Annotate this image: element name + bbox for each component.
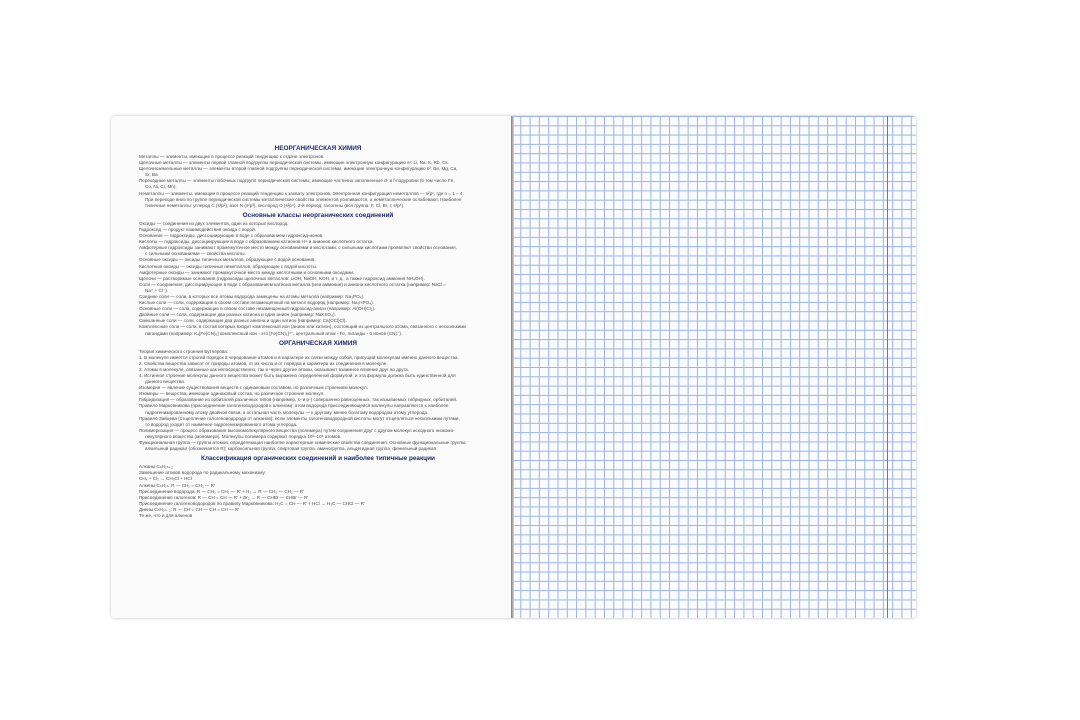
section-inorganic [139,154,497,209]
text-line: Изомерия — явление существования веществ с одинаковым составом, но различным строением молекул. [139,385,368,391]
right-page-grid [511,116,916,618]
text-line: лекулярного вещества (мономера). Молекулы полимера содержат порядка 10³–10⁶ атомов. [145,433,342,439]
text-line: Амфотерные оксиды — занимают промежуточное место между кислотными и основными оксидами. [139,269,355,275]
text-line: Присоединение галогеноводородов по правилу Марковникова: H₂C = CH — R' + HCl → H₃C — CHCl — R' [139,500,365,506]
text-line: Полимеризация — процесс образования высокомолекулярного вещества (полимера) путем соединения друг с другом молекул исходного низкомо- [139,427,455,433]
text-line: Смешанные соли — соли, содержащие два разных аниона и один катион (например: Ca(OCl)Cl). [139,318,347,324]
text-line: Изомеры — вещества, имеющие одинаковый состав, но различное строение молекул. [139,391,325,397]
text-line: Неметаллы — элементы, имеющие в процессе реакций тенденцию к захвату электронов. Электронная конфигурация неметаллов — s²pⁿ, где n = 1 – 4. [139,190,464,196]
text-line: с сильными основаниями — свойства кислоты. [145,251,246,257]
text-line: 3. Атомы в молекуле, связанные как непосредственно, так и через другие атомы, оказывают взаимное влияние друг на друга. [139,366,409,372]
text-line: Диены CₙH₂ₙ₋₂: R — CH = CH — CH = CH — R' [139,506,240,512]
text-line: алкильный радикал (обозначается R); карбоксильная группа, спиртовая группа, аминогруппа, альдегидная группа, фенильный радикал. [145,446,438,452]
text-line: Кислотные оксиды — оксиды типичных неметаллов, образующие с водой кислоты. [139,263,318,269]
text-line: При переходе вниз по группе периодической системы металлические свойства элементов усиливаются, а неметаллические ослабевают. Наиболее [145,196,462,202]
text-line: Щелочи — растворимые основания (гидроксиды щелочных металлов: LiOH, NaOH, KOH, и т. д., а также гидроксид аммония NH₄OH). [139,275,425,281]
heading-inorganic-classes: Основные классы неорганических соединений [242,211,394,219]
text-line: Алканы CₙH₂ₙ₊₂ [139,464,173,470]
text-line: Средние соли — соли, в которых все атомы водорода замещены на атомы металла (например: Na₃PO₄). [139,293,365,299]
text-line: Функциональная группа — группа атомов, определяющая наиболее характерные химические свойства соединения. Основные функциональные группы: [139,440,467,446]
text-line: то водород уходит от наименее гидрогенизированного атома углерода. [145,421,298,427]
text-line: Присоединение галогенов: R — CH = CH — R' + Br₂ → R — CHBr — CHBr — R' [139,494,309,500]
text-line: гидрогенизированному атому двойной связи, а остальная часть молекулы — к другому, менее богатому водородом атому углерода. [145,409,429,415]
reference-text [139,142,497,519]
text-line: Щелочные металлы — элементы первой главной подгруппы периодической системы, имеющие электронную конфигурацию s¹: Li, Na, K, Rb, Cs. [139,160,449,166]
text-line: 1. В молекуле имеется строгий порядок в чередовании атомов и в характере их связи между собой, присущий молекулам именно данного вещества. [139,354,459,360]
text-line: Оксиды — соединения из двух элементов, один из которых кислород. [139,220,289,226]
text-line: Кислоты — гидроксиды, диссоциирующие в воде с образованием катионов H+ и анионов кислотного остатка. [139,239,374,245]
heading-organic-chemistry: ОРГАНИЧЕСКАЯ ХИМИЯ [279,339,357,347]
text-line: Основные оксиды — оксиды типичных металлов, образующие с водой основания. [139,257,316,263]
text-line: 2. Свойства вещества зависят от природы атомов, от их числа и от порядка и характера их соединения в молекуле. [139,360,388,366]
text-line: Металлы — элементы, имеющие в процессе реакций тенденцию к отдаче электронов. [139,154,325,159]
text-line: Присоединение водорода: R — CH₂ = CH₂ — R' + H₂ → R — CH₂ — CH₂ — R' [139,488,305,494]
text-line: лигандами (например: K₄[Fe(CN)₆] комплексный ион - это [Fe(CN)₆]⁴⁻, центральный атом - Fe, лиганды - 6 ионов (CN)⁻). [145,330,403,336]
text-line: Гибридизация — образование из орбиталей различных типов (например, s- и p-) совершенно равноценных, так называемых гибридных, орбиталей. [139,397,458,403]
text-line: типичные неметаллы: углерод C (s²p²), азот N (s²p³), кислород O (s²p⁴), 2-й период: галогены (вся группа: F, Cl, Br, I; s²p⁵). [145,202,405,208]
text-line: Sr, Ba. [145,172,159,178]
text-line: Na⁺ + Cl⁻). [145,287,169,293]
text-line: Переходные металлы — элементы побочных подгрупп периодической системы, имеющие частично заполненные d- и f-подуровни (в том числе Fe, [139,178,455,184]
text-line: Двойные соли — соли, содержащие два разных катиона и один анион (например: NaKSO₄). [139,312,336,318]
heading-inorganic-chemistry: НЕОРГАНИЧЕСКАЯ ХИМИЯ [274,145,362,152]
text-line: Гидроксид — продукт взаимодействия оксида с водой. [139,226,256,232]
text-line: Амфотерные гидроксиды занимают промежуточное место между основаниями и кислотами: с сильными кислотами проявляют свойства основания, [139,245,457,251]
text-line: Основные соли — соли, содержащие в своем составе незамещенный гидроксид-анион (например: Al(OH)Cl₂). [139,306,376,312]
section-inorganic-classes [139,221,497,337]
text-line: Основания — гидроксиды, диссоциирующие в воде с образованием гидроксид-ионов. [139,233,324,239]
text-line: Co, Ni, Cr, Mn). [145,184,177,190]
notebook-spine [511,116,514,618]
text-line: Те же, что и для алкенов [139,512,193,518]
text-line: Кислые соли — соли, содержащие в своем составе незамещенный на металл водород (например: Na₂HPO₄). [139,300,374,306]
text-line: Замещение атомов водорода по радикальному механизму: [139,470,267,476]
text-line: Алкены CₙH₂ₙ: R — CH₂ = CH₂ — R' [139,482,215,488]
text-line: Соли — соединения, диссоциирующие в воде с образованием катиона металла (или аммония) и аниона кислотного остатка (например: NaCl = [139,281,446,287]
text-line: Щелочноземельные металлы — элементы второй главной подгруппы периодической системы, имеющие электронную конфигурацию s²: Be, Mg, Ca, [139,166,458,172]
text-line: Комплексные соли — соли, в состав которых входит комплексный ион (анион или катион), состоящий из центрального атома, связанного с несколькими [139,324,466,330]
text-line: Правило Марковникова (присоединение галогеноводородов к алкенам): атом водорода присоединяющейся молекулы направляется к наиболее [139,403,449,409]
section-organic-classification [139,464,497,519]
text-line: 4. Истинное строение молекулы данного вещества может быть выражено определенной формулой, и эта формула должна быть единственной для [139,373,456,378]
text-line: Правило Зайцева (отщепление галогеноводорода от алканов): если элементы галогеноводородной кислоты могут отщепляться несколькими путями, [139,415,460,421]
margin-line [887,116,888,618]
text-line: CH₄ + Cl₂ → CH₃Cl + HCl [139,476,192,482]
section-organic [139,349,497,453]
text-line: данного вещества. [145,379,186,385]
notebook-spread [111,116,916,618]
text-line: Теория химического строения Бутлерова: [139,348,229,354]
heading-organic-classification: Классификация органических соединений и наиболее типичные реакции [201,455,435,463]
left-page-reference [111,116,512,618]
